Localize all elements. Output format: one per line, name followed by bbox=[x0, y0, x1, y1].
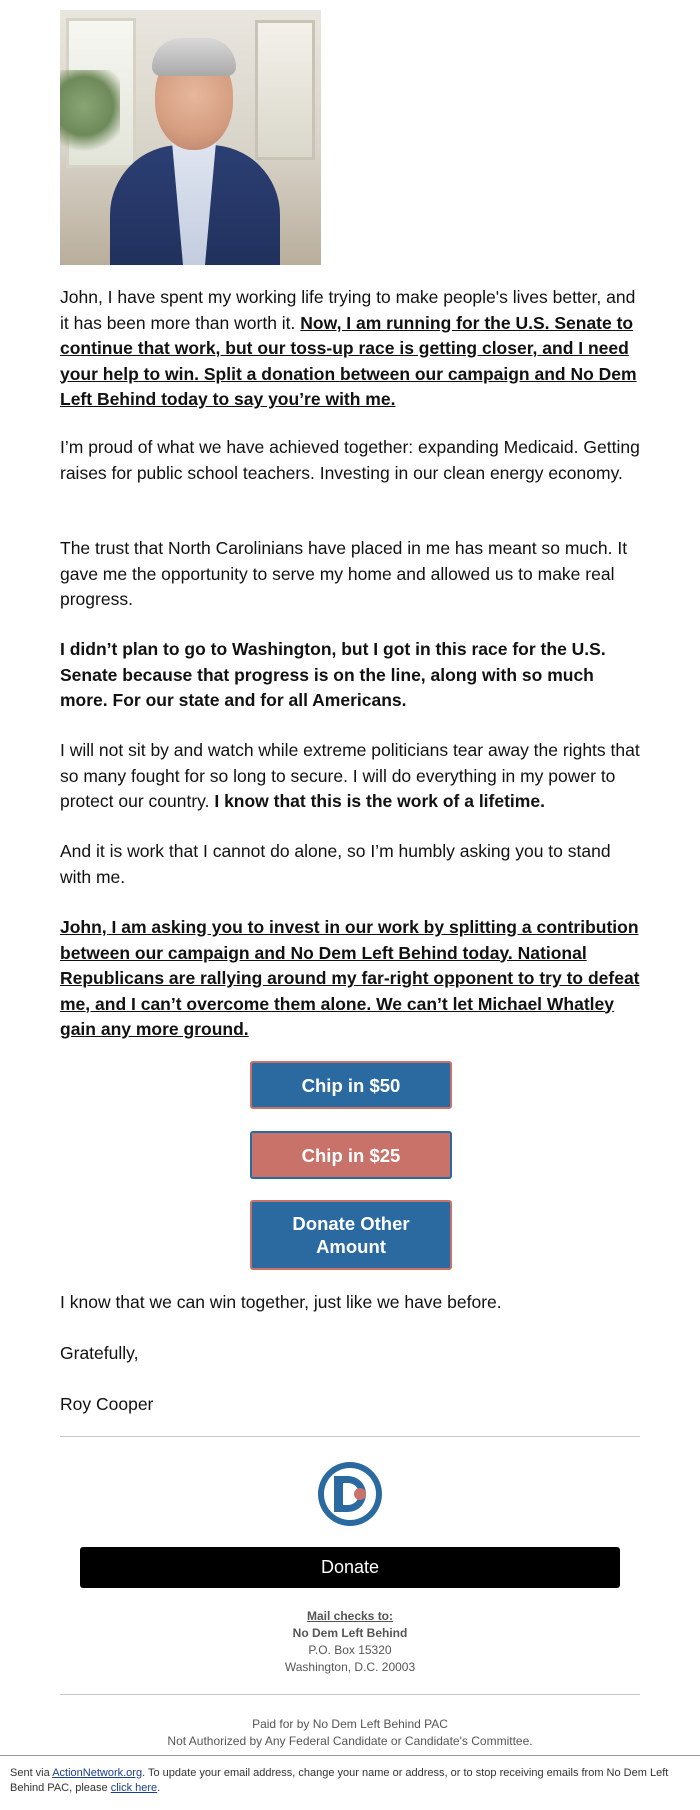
paid-for-disclaimer: Paid for by No Dem Left Behind PAC bbox=[252, 1717, 448, 1731]
footer-text: . To update your email address, change your name or address, or to stop receiving emails from No Dem Left Behind PAC, please bbox=[10, 1767, 669, 1794]
chip-in-25-button[interactable]: Chip in $25 bbox=[250, 1131, 452, 1179]
signoff: Gratefully, bbox=[60, 1343, 139, 1363]
footer-end: . bbox=[157, 1782, 161, 1794]
paragraph-rights bbox=[60, 738, 640, 815]
mail-checks-heading: Mail checks to: bbox=[306, 1609, 394, 1623]
donate-other-amount-button[interactable]: Donate Other Amount bbox=[250, 1200, 452, 1270]
paragraph-stand-with-me: And it is work that I cannot do alone, so I’m humbly asking you to stand with me. bbox=[60, 841, 611, 887]
intro-text: John, I have spent my working life trying to make people's lives better, and it has been more than worth it. bbox=[60, 287, 636, 333]
mail-po-box: P.O. Box 15320 bbox=[308, 1643, 392, 1657]
mail-city: Washington, D.C. 20003 bbox=[284, 1660, 416, 1674]
not-authorized-disclaimer: Not Authorized by Any Federal Candidate or Candidate's Committee. bbox=[167, 1734, 533, 1748]
paragraph-washington: I didn’t plan to go to Washington, but I got in this race for the U.S. Senate because that progress is on the line, along with so much more. For our state and for all Americans. bbox=[60, 639, 606, 710]
footer-sent-via: Sent via bbox=[10, 1767, 53, 1779]
mail-org-name: No Dem Left Behind bbox=[292, 1626, 408, 1640]
d-circle-logo-icon bbox=[318, 1462, 382, 1526]
donate-button[interactable]: Donate bbox=[80, 1547, 620, 1588]
actionnetwork-link[interactable]: ActionNetwork.org bbox=[52, 1767, 143, 1779]
divider-top bbox=[60, 1436, 640, 1437]
paragraph-trust: The trust that North Carolinians have placed in me has meant so much. It gave me the opportunity to serve my home and allowed us to make real progress. bbox=[60, 538, 628, 609]
email-footer bbox=[0, 1755, 700, 1810]
paragraph-ask: John, I am asking you to invest in our work by splitting a contribution between our campaign and No Dem Left Behind today. National Republicans are rallying around my far-right opponent to try to defeat me, and I can’t overcome them alone. We can’t let Michael Whatley gain any more ground. bbox=[60, 917, 640, 1039]
rights-text: I will not sit by and watch while extreme politicians tear away the rights that so many fought for so long to secure. I will do everything in my power to protect our country. bbox=[60, 740, 640, 811]
signature-name: Roy Cooper bbox=[60, 1394, 154, 1414]
candidate-photo bbox=[60, 10, 321, 265]
unsubscribe-link[interactable]: click here bbox=[110, 1782, 158, 1794]
chip-in-50-button[interactable]: Chip in $50 bbox=[250, 1061, 452, 1109]
paragraph-closing: I know that we can win together, just like we have before. bbox=[60, 1292, 502, 1312]
paragraph-achievements: I’m proud of what we have achieved together: expanding Medicaid. Getting raises for public school teachers. Investing in our clean energy economy. bbox=[60, 437, 640, 483]
email-body bbox=[60, 10, 640, 1748]
divider-bottom bbox=[60, 1694, 640, 1695]
rights-bold-text: I know that this is the work of a lifetime. bbox=[214, 791, 545, 811]
paragraph-intro bbox=[60, 285, 640, 413]
intro-ask-text: Now, I am running for the U.S. Senate to continue that work, but our toss-up race is getting closer, and I need your help to win. Split a donation between our campaign and No Dem Left Behind today to say you’re with me. bbox=[60, 312, 637, 409]
